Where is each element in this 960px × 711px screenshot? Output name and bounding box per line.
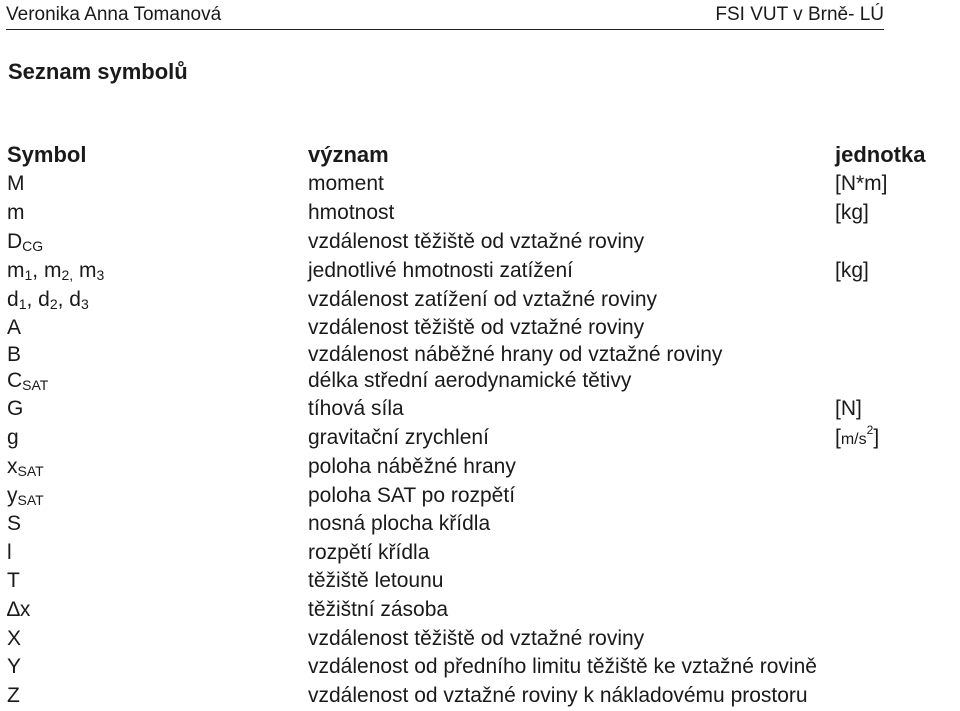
row-symbol: G <box>7 397 24 420</box>
table-row <box>0 257 960 285</box>
row-meaning: jednotlivé hmotnosti zatížení <box>308 259 573 282</box>
table-row <box>0 424 960 452</box>
table-row <box>0 482 960 510</box>
row-symbol: B <box>7 343 22 366</box>
table-row <box>0 395 960 423</box>
row-meaning: rozpětí křídla <box>308 541 430 564</box>
row-symbol: ∆x <box>7 598 31 621</box>
row-symbol: $m_1$, $m_{2,}$ $m_3$ <box>7 259 105 283</box>
row-unit: [kg] <box>835 259 869 282</box>
row-symbol: M <box>7 172 25 195</box>
row-meaning: tíhová síla <box>308 397 404 420</box>
table-row <box>0 682 960 710</box>
table-row <box>0 567 960 595</box>
row-symbol: l <box>7 541 12 564</box>
row-symbol: Z <box>7 684 20 707</box>
row-symbol: Y <box>7 655 22 678</box>
row-meaning: těžiště letounu <box>308 569 444 592</box>
header-author: Veronika Anna Tomanová <box>6 4 222 25</box>
table-row <box>0 341 960 369</box>
row-symbol: m <box>7 201 25 224</box>
row-meaning: délka střední aerodynamické tětivy <box>308 369 632 392</box>
row-symbol: $C_{SAT}$ <box>7 369 49 393</box>
row-meaning: vzdálenost od vztažné roviny k nákladovému prostoru <box>308 684 808 707</box>
table-row <box>0 453 960 481</box>
row-unit: [N*m] <box>835 172 888 195</box>
page-header <box>6 3 884 30</box>
row-meaning: gravitační zrychlení <box>308 426 489 449</box>
table-row <box>0 314 960 342</box>
row-meaning: těžištní zásoba <box>308 598 449 621</box>
row-meaning: vzdálenost těžiště od vztažné roviny <box>308 230 645 253</box>
row-meaning: moment <box>308 172 384 195</box>
row-symbol: $x_{SAT}$ <box>7 455 44 479</box>
row-meaning: poloha SAT po rozpětí <box>308 484 516 507</box>
row-meaning: nosná plocha křídla <box>308 512 491 535</box>
row-meaning: poloha náběžné hrany <box>308 455 516 478</box>
row-unit: [N] <box>835 397 862 420</box>
column-header-meaning: význam <box>308 142 389 167</box>
table-row <box>0 625 960 653</box>
table-row <box>0 367 960 395</box>
table-row <box>0 286 960 314</box>
row-symbol: $d_1$, $d_2$, $d_3$ <box>7 288 89 312</box>
table-row <box>0 228 960 256</box>
row-symbol: T <box>7 569 20 592</box>
table-row <box>0 539 960 567</box>
row-symbol: $y_{SAT}$ <box>7 484 44 508</box>
row-symbol: $D_{CG}$ <box>7 230 44 254</box>
table-row <box>0 199 960 227</box>
header-institution: FSI VUT v Brně- LÚ <box>715 4 884 25</box>
table-row <box>0 653 960 681</box>
row-meaning: vzdálenost od předního limitu těžiště ke vztažné rovině <box>308 655 817 678</box>
row-symbol: g <box>7 426 19 449</box>
row-meaning: vzdálenost náběžné hrany od vztažné roviny <box>308 343 723 366</box>
row-unit: [kg] <box>835 201 869 224</box>
column-header-unit: jednotka <box>835 142 926 167</box>
row-symbol: S <box>7 512 22 535</box>
table-row <box>0 510 960 538</box>
table-header-row <box>0 141 960 169</box>
section-title: Seznam symbolů <box>8 59 188 84</box>
table-row <box>0 170 960 198</box>
row-meaning: vzdálenost těžiště od vztažné roviny <box>308 627 645 650</box>
row-symbol: A <box>7 316 22 339</box>
table-row <box>0 596 960 624</box>
column-header-symbol: Symbol <box>7 142 87 167</box>
row-meaning: hmotnost <box>308 201 395 224</box>
row-symbol: X <box>7 627 22 650</box>
row-meaning: vzdálenost těžiště od vztažné roviny <box>308 316 645 339</box>
row-meaning: vzdálenost zatížení od vztažné roviny <box>308 288 658 311</box>
row-unit: $[m/s^2]$ <box>835 423 880 449</box>
